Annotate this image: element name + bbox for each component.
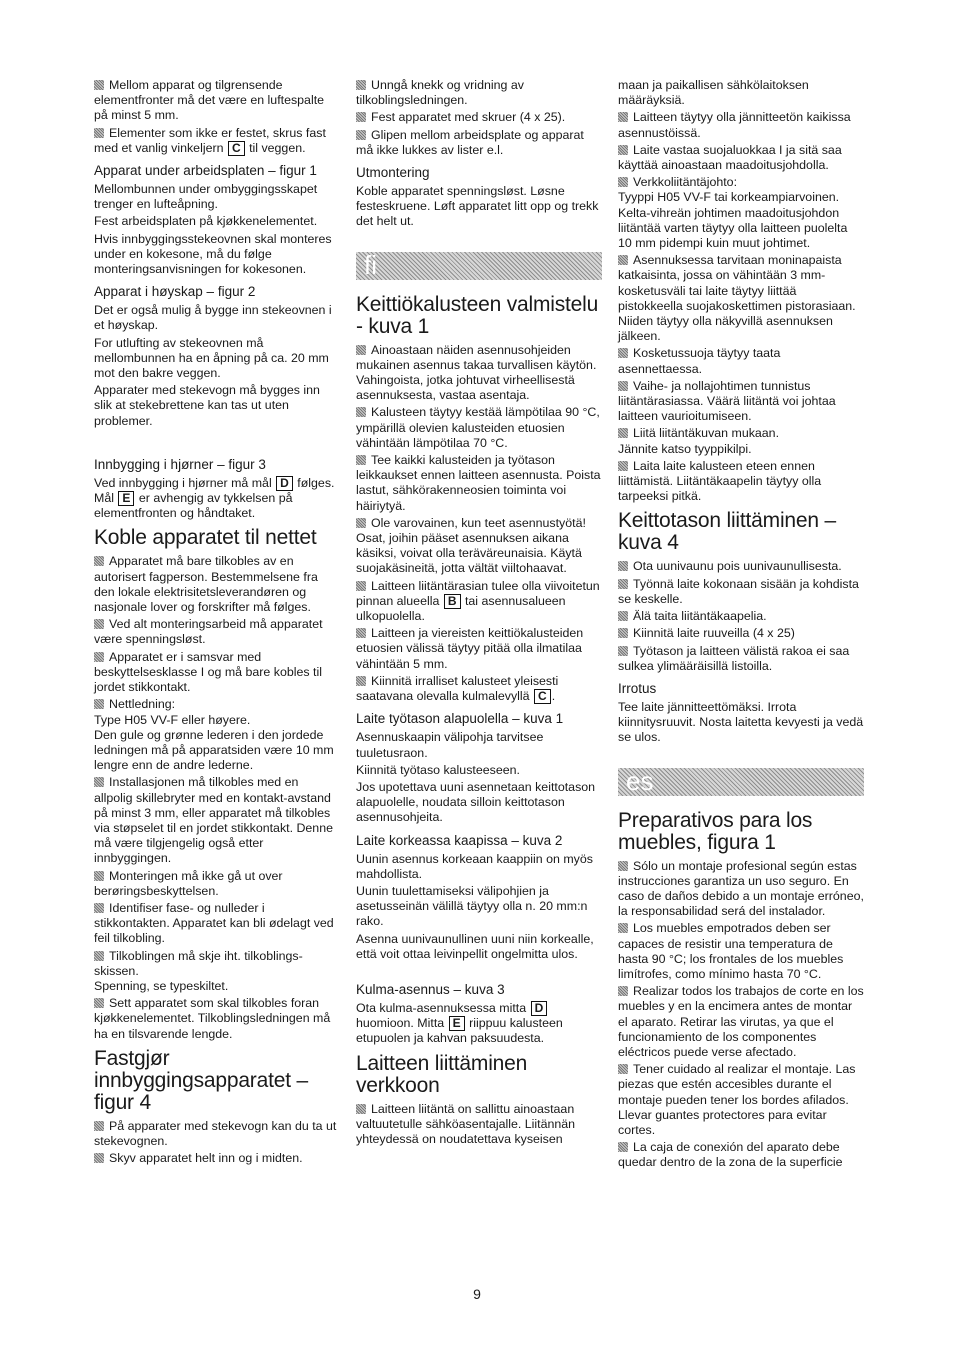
bullet-icon <box>94 652 104 662</box>
bullet-icon <box>618 112 628 122</box>
paragraph: La caja de conexión del aparato debe quedar dentro de la zona de la superficie <box>618 1140 843 1170</box>
paragraph: Mellom apparat og tilgrensende elementfronter må det være en luftespalte på minst 5 mm. <box>94 78 325 123</box>
bullet-icon <box>94 1153 104 1163</box>
paragraph: Mellombunnen under ombyggingsskapet trenger en lufteåpning. <box>94 182 318 212</box>
bullet-icon <box>618 1064 628 1074</box>
section-heading: Innbygging i hjørner – figur 3 <box>94 456 266 472</box>
section-title: Preparativos para los muebles, figura 1 <box>618 808 813 854</box>
figure-label-box: E <box>118 491 134 506</box>
paragraph: Liitä liitäntäkuvan mukaan. Jännite katso tyyppikilpi. <box>618 426 780 456</box>
bullet-icon <box>94 998 104 1008</box>
paragraph: Tee kaikki kalusteiden ja työtason leikkaukset ennen laitteen asennusta. Poista lastut, sähkörakenneosien toiminta voi häiriytyä. <box>356 453 601 513</box>
paragraph: Asenna uunivaunullinen uuni niin korkealle, että voit ottaa leivinpellit ongelmitta ulos. <box>356 931 594 961</box>
paragraph: Fest arbeidsplaten på kjøkkenelementet. <box>94 214 318 229</box>
paragraph: Työnnä laite kokonaan sisään ja kohdista se keskelle. <box>618 576 859 606</box>
section-heading: Laite työtason alapuolella – kuva 1 <box>356 711 564 727</box>
bullet-icon <box>618 1142 628 1152</box>
figure-label-box: C <box>228 141 245 156</box>
paragraph: Kiinnitä laite ruuveilla (4 x 25) <box>618 626 864 641</box>
paragraph: Ota kulma-asennuksessa mitta D huomioon. Mitta E riippuu kalusteen etupuolen ja kahvan paksuudesta. <box>356 1000 563 1046</box>
bullet-icon <box>356 1104 366 1114</box>
paragraph: Ole varovainen, kun teet asennustyötä! Osat, joihin pääset asennuksen aikana käsiksi, voivat olla teräväreunaisia. Käytä suojakäsineitä, jotta vältät viiltohaavat. <box>356 515 586 576</box>
paragraph: Sólo un montaje profesional según estas instrucciones garantiza un uso seguro. En caso de daños debido a un montaje erróneo, la responsabilidad será del instalador. <box>618 858 864 919</box>
paragraph: Apparater med stekevogn må bygges inn slik at stekebrettene kan tas ut uten problemer. <box>94 383 320 428</box>
bullet-icon <box>356 581 366 591</box>
bullet-icon <box>618 177 628 187</box>
paragraph: Jos upotettava uuni asennetaan keittotason alapuolelle, noudata silloin keittotason asennusohjeita. <box>356 779 596 825</box>
paragraph: Unngå knekk og vridning av tilkoblingsledningen. <box>356 78 524 108</box>
bullet-icon <box>618 348 628 358</box>
bullet-icon <box>618 561 628 571</box>
bullet-icon <box>618 646 628 656</box>
bullet-icon <box>356 130 366 140</box>
paragraph: Monteringen må ikke gå ut over berøringsbeskyttelsen. <box>94 868 283 898</box>
paragraph: Laita laite kalusteen eteen ennen liittämistä. Liitäntäkaapelin täytyy olla tarpeeksi pitkä. <box>618 458 822 504</box>
bullet-icon <box>618 461 628 471</box>
bullet-icon <box>618 628 628 638</box>
bullet-icon <box>356 518 366 528</box>
paragraph: Glipen mellom arbeidsplate og apparat må ikke lukkes av lister e.l. <box>356 127 584 157</box>
bullet-icon <box>94 556 104 566</box>
paragraph: Laitteen täytyy olla jännitteetön kaikissa asennustöissä. <box>618 110 851 140</box>
paragraph: Työtason ja laitteen välistä rakoa ei saa sulkea ylimääräisillä listoilla. <box>618 643 850 673</box>
bullet-icon <box>356 80 366 90</box>
paragraph: Realizar todos los trabajos de corte en los muebles y en la encimera antes de montar el aparato. Retirar las virutas, ya que el funcionamiento de los componentes eléctricos puede verse afectado. <box>618 984 864 1059</box>
paragraph: Fest apparatet med skruer (4 x 25). <box>356 110 602 125</box>
bullet-icon <box>618 145 628 155</box>
section-heading: Kulma-asennus – kuva 3 <box>356 981 505 997</box>
bullet-icon <box>94 1121 104 1131</box>
paragraph: Det er også mulig å bygge inn stekeovnen i et høyskap. <box>94 303 332 333</box>
bullet-icon <box>618 381 628 391</box>
paragraph: Elementer som ikke er festet, skrus fast med et vanlig vinkeljern C til veggen. <box>94 125 326 155</box>
section-heading: Utmontering <box>356 165 430 181</box>
paragraph: Los muebles empotrados deben ser capaces de resistir una temperatura de hasta 90 °C; los frontales de los muebles limítrofes, como mínimo hasta 70 °C. <box>618 921 844 981</box>
paragraph: Verkkoliitäntäjohto: Tyyppi H05 VV-F tai korkeampiarvoinen. Kelta-vihreän johtimen maadoitusjohdon liitäntää varten täytyy olla laitteen puolelta 10 mm pidempi kuin muut johtimet. <box>618 175 848 251</box>
bullet-icon <box>618 986 628 996</box>
section-title: Laitteen liittäminen verkkoon <box>356 1051 528 1097</box>
bullet-icon <box>94 777 104 787</box>
bullet-icon <box>356 455 366 465</box>
figure-label-box: D <box>531 1001 548 1016</box>
bullet-icon <box>356 407 366 417</box>
section-title: Keittotason liittäminen – kuva 4 <box>618 509 836 555</box>
section-heading: Laite korkeassa kaapissa – kuva 2 <box>356 832 563 848</box>
language-bar-fi <box>356 249 602 280</box>
section-title: Keittiökalusteen valmistelu - kuva 1 <box>356 292 599 338</box>
paragraph: Laitteen liitäntärasian tulee olla viivoitetun pinnan alueella B tai asennusalueen ulkopuolella. <box>356 578 600 624</box>
paragraph: Apparatet må bare tilkobles av en autorisert fagperson. Bestemmelsene fra den lokale elektrisitetsleverandøren og nasjonale lover og forskrifter må følges. <box>94 554 318 615</box>
bullet-icon <box>618 255 628 265</box>
bullet-icon <box>94 80 104 90</box>
bullet-icon <box>356 628 366 638</box>
page-number: 9 <box>473 1286 481 1302</box>
paragraph: Apparatet er i samsvar med beskyttelsesklasse I og må bare kobles til jordet stikkontakt. <box>94 649 322 695</box>
paragraph: Installasjonen må tilkobles med en allpolig skillebryter med en kontakt-avstand på minst 3 mm, eller apparatet må tilkobles via støpselet til en jordet stikkontakt. Denne må være tilgjengelig også etter innbyggingen. <box>94 775 333 866</box>
paragraph: Ainoastaan näiden asennusohjeiden mukainen asennus takaa turvallisen käytön. Vahingoista, jotka johtuvat virheellisestä asennuksesta, vastaa asentaja. <box>356 342 597 403</box>
language-code: es <box>626 765 654 796</box>
figure-label-box: C <box>534 689 551 704</box>
section-title: Koble apparatet til nettet <box>94 526 317 550</box>
language-code: fi <box>364 249 377 280</box>
bullet-icon <box>94 871 104 881</box>
bullet-icon <box>94 903 104 913</box>
paragraph: Asennuksessa tarvitaan moninapaista katkaisinta, jossa on vähintään 3 mm-kosketusväli tai laite täytyy liittää pistokkeella suojakoskettimen pistorasiaan. Niiden täytyy olla näkyvillä asennuksen jälkeen. <box>618 253 856 344</box>
section-title: Fastgjør innbyggingsapparatet – figur 4 <box>94 1046 308 1114</box>
paragraph: Laitteen ja viereisten keittiökalusteiden etuosien välissä täytyy pitää olla ilmatilaa vähintään 5 mm. <box>356 626 584 671</box>
paragraph: Uunin tuulettamiseksi välipohjien ja asetusseinän välillä täytyy olla n. 20 mm:n rako. <box>356 883 588 929</box>
paragraph: Älä taita liitäntäkaapelia. <box>618 609 864 624</box>
bullet-icon <box>618 579 628 589</box>
paragraph: Ota uunivaunu pois uunivaunullisesta. <box>618 559 864 574</box>
bullet-icon <box>94 128 104 138</box>
figure-label-box: B <box>444 594 461 609</box>
paragraph: Ved innbygging i hjørner må mål D følges. Mål E er avhengig av tykkelsen på elementfronten og håndtaket. <box>94 475 335 521</box>
bullet-icon <box>356 345 366 355</box>
bullet-icon <box>618 861 628 871</box>
paragraph: For utlufting av stekeovnen må mellombunnen ha en åpning på ca. 20 mm mot den bakre veggen. <box>94 335 329 381</box>
paragraph: Tilkoblingen må skje iht. tilkoblings-skissen. Spenning, se typeskiltet. <box>94 948 303 993</box>
figure-label-box: E <box>449 1016 465 1031</box>
paragraph: Kosketussuoja täytyy taata asennettaessa. <box>618 346 781 376</box>
section-heading: Irrotus <box>618 680 657 696</box>
paragraph: maan ja paikallisen sähkölaitoksen määräyksiä. <box>618 78 809 108</box>
paragraph: Hvis innbyggingsstekeovnen skal monteres under en kokesone, må du følge monteringsanvisningen for kokesonen. <box>94 231 332 277</box>
column-2 <box>356 78 602 1149</box>
bullet-icon <box>356 676 366 686</box>
bullet-icon <box>618 611 628 621</box>
paragraph: Nettledning: Type H05 VV-F eller høyere. Den gule og grønne lederen i den jordede ledningen må på apparatsiden være 10 mm lengre enn de andre lederne. <box>94 697 334 773</box>
section-heading: Apparat under arbeidsplaten – figur 1 <box>94 163 317 179</box>
bullet-icon <box>94 951 104 961</box>
paragraph: Laite vastaa suojaluokkaa I ja sitä saa käyttää ainoastaan maadoitusjohdolla. <box>618 142 842 173</box>
bullet-icon <box>618 428 628 438</box>
paragraph: Vaihe- ja nollajohtimen tunnistus liitäntärasiassa. Väärä liitäntä voi johtaa laitteen vaurioitumiseen. <box>618 378 836 424</box>
paragraph: Skyv apparatet helt inn og i midten. <box>94 1151 340 1166</box>
language-bar-es <box>618 765 864 796</box>
paragraph: Kiinnitä irralliset kalusteet yleisesti saatavana olevalla kulmalevyllä C . <box>356 673 559 704</box>
paragraph: Sett apparatet som skal tilkobles foran kjøkkenelementet. Tilkoblingsledningen må ha en tilsvarende lengde. <box>94 996 331 1041</box>
bullet-icon <box>94 699 104 709</box>
section-heading: Apparat i høyskap – figur 2 <box>94 284 256 300</box>
paragraph: Identifiser fase- og nulleder i stikkontakten. Apparatet kan bli ødelagt ved feil tilkobling. <box>94 900 334 946</box>
paragraph: Ved alt monteringsarbeid må apparatet være spenningsløst. <box>94 617 323 647</box>
paragraph: Kiinnitä työtaso kalusteeseen. <box>356 762 520 777</box>
paragraph: Tener cuidado al realizar el montaje. Las piezas que estén accesibles durante el montaje pueden tener los bordes afilados. Llevar guantes protectores para evitar cortes. <box>618 1062 856 1137</box>
figure-label-box: D <box>276 476 293 491</box>
paragraph: Laitteen liitäntä on sallittu ainoastaan valtuutetulle sähköasentajalle. Liitännän yhteydessä on noudatettava kyseisen <box>356 1101 576 1146</box>
column-1 <box>94 78 340 1168</box>
paragraph: Asennuskaapin välipohja tarvitsee tuuletusraon. <box>356 730 544 760</box>
bullet-icon <box>356 112 366 122</box>
bullet-icon <box>618 923 628 933</box>
paragraph: Koble apparatet spenningsløst. Løsne festeskruene. Løft apparatet litt opp og trekk det helt ut. <box>356 184 599 229</box>
paragraph: På apparater med stekevogn kan du ta ut stekevognen. <box>94 1118 337 1148</box>
bullet-icon <box>94 619 104 629</box>
paragraph: Kalusteen täytyy kestää lämpötilaa 90 °C, ympärillä olevien kalusteiden etuosien vähintään lämpötilaa 70 °C. <box>356 405 600 450</box>
column-3 <box>618 78 864 1173</box>
paragraph: Tee laite jännitteettömäksi. Irrota kiinnitysruuvit. Nosta laitetta kevyesti ja vedä se ulos. <box>618 699 864 745</box>
paragraph: Uunin asennus korkeaan kaappiin on myös mahdollista. <box>356 851 593 881</box>
